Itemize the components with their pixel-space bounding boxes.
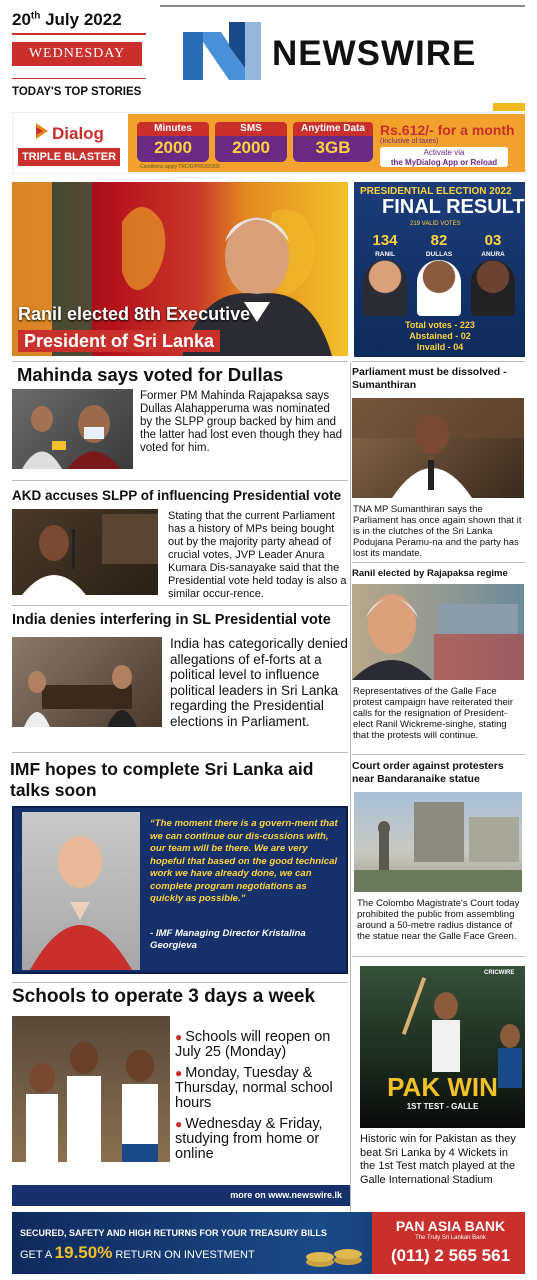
schools-bullet-list	[175, 1030, 347, 1162]
votes-dullas: 82	[430, 232, 448, 249]
divider	[352, 754, 525, 755]
story-ranil-regime: Representatives of the Galle Face protest campaign have reiterated their calls for the resignation of President-elect Ranil Wickreme-singhe, stating that the protests will continue.	[353, 686, 514, 741]
activate-box[interactable]: Activate via the MyDialog App or Reload	[380, 147, 508, 167]
bank-ad-line1: SECURED, SAFETY AND HIGH RETURNS FOR YOUR TREASURY BILLS	[20, 1228, 327, 1238]
package-data: Anytime Data 3GB	[293, 122, 373, 162]
section-label: TODAY'S TOP STORIES	[12, 86, 142, 98]
story-mahinda: Former PM Mahinda Rajapaksa says Dullas Alahapperuma was nominated by the SLPP group backed by him and the latter had lost even though they had voted for him.	[140, 390, 343, 454]
headline-india[interactable]: India denies interfering in SL Presidential vote	[12, 612, 331, 628]
lead-caption-highlight: President of Sri Lanka	[18, 330, 220, 352]
accent-bar	[493, 103, 525, 111]
list-item: ● Wednesday & Friday, studying from home or online	[175, 1116, 323, 1162]
imf-attribution: - IMF Managing Director Kristalina Georgieva	[150, 928, 306, 951]
package-minutes: Minutes 2000	[137, 122, 209, 162]
parliament-speaker-graphic-icon	[12, 509, 158, 595]
valid-votes: 219 VALID VOTES	[410, 221, 461, 227]
divider	[352, 361, 525, 362]
story-court: The Colombo Magistrate's Court today prohibited the public from assembling around a 50-metre radius distance of the statue near the Galle Face Green.	[357, 898, 520, 942]
bank-name: PAN ASIA BANK	[395, 1218, 506, 1234]
headline-imf[interactable]: IMF hopes to complete Sri Lanka aid talks soon	[10, 759, 314, 800]
pak-win-title: PAK WIN	[387, 1072, 498, 1102]
photo-sumanthiran[interactable]	[352, 398, 524, 498]
list-item: ● Monday, Tuesday & Thursday, normal school hours	[175, 1065, 333, 1111]
photo-akd[interactable]	[12, 509, 158, 595]
protest-crowd-graphic-icon	[352, 584, 524, 680]
headline-mahinda[interactable]: Mahinda says voted for Dullas	[17, 364, 284, 385]
brand-name: NEWSWIRE	[272, 34, 477, 73]
divider	[12, 480, 348, 481]
votes-anura: 03	[484, 232, 502, 249]
bank-phone[interactable]: (011) 2 565 561	[390, 1246, 511, 1265]
divider	[160, 5, 525, 7]
schoolchildren-graphic-icon	[12, 1016, 170, 1162]
statue-graphic-icon	[354, 792, 522, 892]
divider	[12, 752, 348, 753]
divider	[12, 605, 348, 606]
imf-quote: “The moment there is a govern-ment that we can continue our dis-cussions with, our team will be there. We are very hopeful that based on the good technical work we have already done, we can complete program negotiations as quickly as possible.”	[150, 818, 338, 904]
election-totals: Total votes - 223 Abstained - 02 Invaild - 04	[405, 320, 475, 352]
weekday-badge: WEDNESDAY	[12, 42, 142, 66]
candidate-photo-anura	[471, 260, 515, 316]
more-link[interactable]: more on www.newswire.lk	[12, 1185, 350, 1206]
votes-ranil: 134	[372, 232, 398, 249]
offer-price: Rs.612/- for a month	[380, 122, 515, 138]
headline-akd[interactable]: AKD accuses SLPP of influencing Presidential vote	[12, 488, 342, 503]
coins-graphic-icon	[300, 1232, 370, 1272]
name-dullas: DULLAS	[425, 251, 453, 258]
election-title: FINAL RESULT	[382, 196, 525, 218]
issue-date: 20th July 2022	[12, 10, 122, 29]
election-kicker: PRESIDENTIAL ELECTION 2022	[360, 186, 512, 197]
press-crowd-graphic-icon	[12, 389, 133, 469]
speaker-at-desk-graphic-icon	[352, 398, 524, 498]
package-sms: SMS 2000	[215, 122, 287, 162]
pak-win-sub: 1ST TEST - GALLE	[406, 1102, 479, 1111]
candidate-photo-dullas	[417, 260, 461, 316]
portrait-graphic-icon	[22, 812, 140, 970]
divider	[12, 982, 348, 983]
divider	[12, 361, 348, 362]
cricwire-brand: CRICWIRE	[484, 970, 515, 976]
photo-schools[interactable]	[12, 1016, 170, 1162]
lead-caption: Ranil elected 8th Executive	[18, 304, 251, 324]
divider	[352, 562, 525, 563]
dialog-brand: Dialog	[52, 124, 104, 143]
divider	[352, 956, 525, 957]
dialog-product: TRIPLE BLASTER	[18, 148, 120, 166]
name-anura: ANURA	[481, 251, 505, 258]
bank-tagline: The Truly Sri Lankan Bank	[415, 1235, 486, 1241]
photo-galle-face-protest[interactable]	[352, 584, 524, 680]
bank-ad-line2: GET A 19.50% RETURN ON INVESTMENT	[20, 1243, 255, 1262]
price-note: (Inclusive of taxes)	[380, 138, 439, 145]
headline-schools[interactable]: Schools to operate 3 days a week	[12, 986, 316, 1007]
headline-court[interactable]: Court order against protesters near Bandaranaike statue	[352, 760, 504, 785]
story-parliament: TNA MP Sumanthiran says the Parliament has once again shown that it is in the clutches of the Sri Lanka Podujana Peramu-na and the party has lost its mandate.	[353, 504, 522, 559]
headline-ranil-regime[interactable]: Ranil elected by Rajapaksa regime	[352, 568, 508, 579]
conditions-text: Conditions apply TRC/D/PRO/20/03	[140, 164, 220, 170]
divider	[12, 78, 146, 79]
candidate-photo-ranil	[363, 260, 407, 316]
meeting-room-graphic-icon	[12, 637, 162, 727]
story-india: India has categorically denied allegations of ef-forts at a political level to influence political leaders in Sri Lanka regarding the Presidential elections in Parliament.	[170, 636, 348, 729]
photo-mahinda[interactable]	[12, 389, 133, 469]
photo-bandaranaike-statue[interactable]	[354, 792, 522, 892]
story-pak: Historic win for Pakistan as they beat Sri Lanka by 4 Wickets in the 1st Test match played at the Galle International Stadium	[360, 1133, 516, 1186]
column-divider	[350, 362, 351, 1242]
photo-georgieva[interactable]	[22, 812, 140, 970]
dialog-logo-icon	[34, 122, 50, 140]
newswire-logo-icon	[183, 22, 261, 80]
name-ranil: RANIL	[375, 251, 395, 258]
story-akd: Stating that the current Parliament has a history of MPs being bought out by the majority party ahead of crucial votes, JVP Leader Anura Kumara Dis-sanayake said that the Presidential vote held today is also a similar occur-rence.	[168, 510, 347, 600]
list-item: ● Schools will reopen on July 25 (Monday)	[175, 1029, 331, 1060]
headline-parliament[interactable]: Parliament must be dissolved - Sumanthiran	[352, 366, 507, 391]
photo-india[interactable]	[12, 637, 162, 727]
divider	[12, 33, 146, 35]
